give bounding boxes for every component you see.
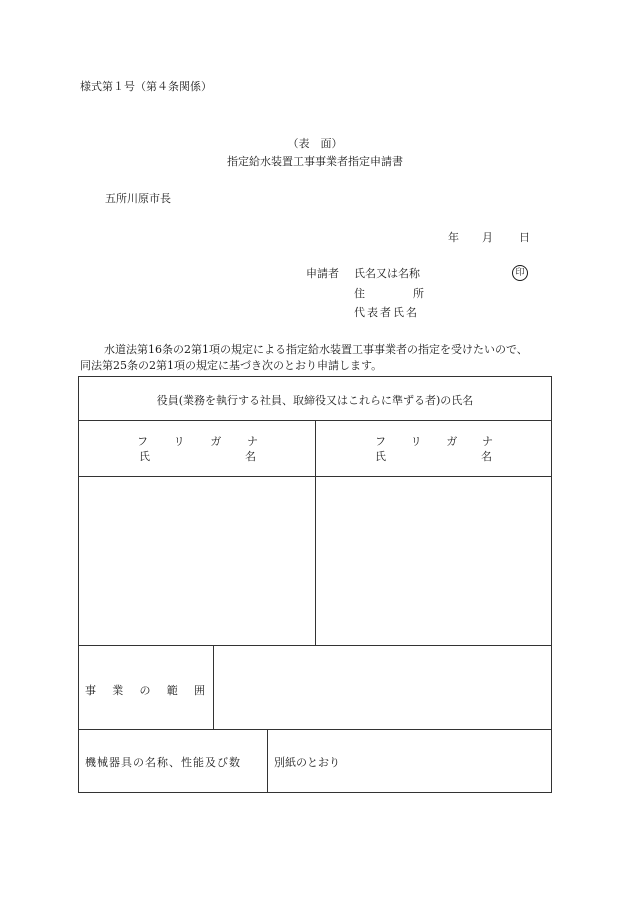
document-title: 指定給水装置工事事業者指定申請書 (227, 155, 403, 168)
statement-line-1: 水道法第16条の2第1項の規定による指定給水装置工事事業者の指定を受けたいので、 (104, 343, 528, 356)
name-label-left (139, 448, 256, 464)
furigana-char: ナ (246, 435, 258, 448)
divider (267, 729, 268, 793)
furigana-char: リ (173, 435, 185, 448)
divider (213, 645, 214, 729)
representative-label: 代表者氏名 (354, 306, 419, 319)
equipment-value: 別紙のとおり (274, 756, 340, 769)
name-char: 氏 (139, 450, 150, 463)
equipment-label: 機械器具の名称、性能及び数 (85, 756, 241, 769)
year-label: 年 (448, 231, 459, 244)
divider (315, 420, 316, 645)
furigana-char: リ (410, 435, 422, 448)
scope-char: 範 (166, 684, 178, 697)
furigana-label-left (137, 433, 258, 449)
address-label (354, 287, 424, 301)
business-scope-label (85, 682, 205, 698)
furigana-char: ガ (210, 435, 222, 448)
addressee: 五所川原市長 (105, 192, 171, 205)
furigana-char: ガ (446, 435, 458, 448)
divider (78, 729, 552, 730)
applicant-heading: 申請者 (306, 267, 339, 280)
date-line (448, 231, 530, 245)
address-label-part-1: 住 (354, 287, 365, 300)
scope-char: 事 (85, 684, 96, 697)
furigana-char: フ (375, 435, 386, 448)
name-char: 名 (245, 450, 256, 463)
name-char: 名 (481, 450, 492, 463)
side-label: （表 面） (287, 137, 343, 150)
scope-char: の (139, 684, 151, 697)
application-statement (80, 342, 550, 374)
name-label-right (375, 448, 492, 464)
furigana-char: フ (137, 435, 148, 448)
address-label-part-2: 所 (413, 287, 424, 300)
name-label: 氏名又は名称 (354, 267, 420, 280)
name-char: 氏 (375, 450, 386, 463)
officers-header: 役員(業務を執行する社員、取締役又はこれらに準ずる者)の氏名 (156, 394, 474, 407)
furigana-label-right (375, 433, 493, 449)
statement-line-2: 同法第25条の2第1項の規定に基づき次のとおり申請します。 (80, 359, 383, 372)
form-number: 様式第１号（第４条関係） (80, 80, 212, 93)
seal-icon: 印 (512, 265, 528, 281)
month-label: 月 (482, 231, 493, 244)
divider (78, 645, 552, 646)
day-label: 日 (519, 231, 530, 244)
furigana-char: ナ (481, 435, 493, 448)
scope-char: 業 (112, 684, 124, 697)
scope-char: 囲 (194, 684, 205, 697)
